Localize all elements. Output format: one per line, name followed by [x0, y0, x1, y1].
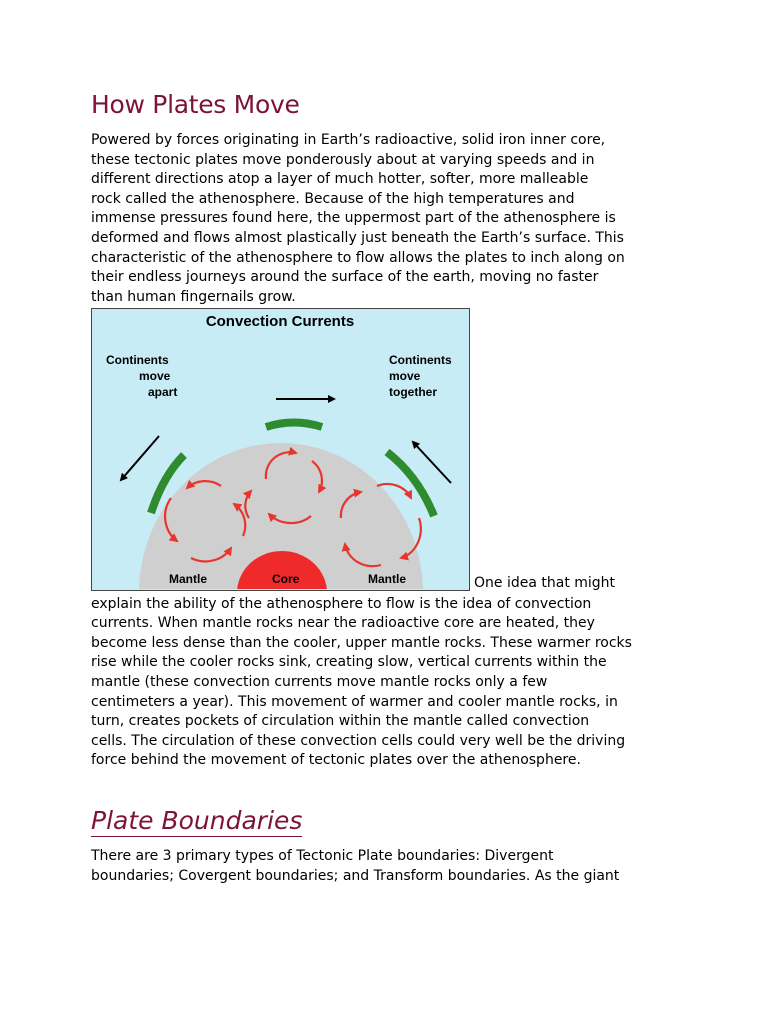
convection-currents-diagram: [91, 308, 470, 591]
text-line: cells. The circulation of these convection cells could very well be the driving: [91, 732, 626, 749]
text-line: their endless journeys around the surface of the earth, moving no faster: [91, 269, 599, 286]
text-line: characteristic of the athenosphere to flow allows the plates to inch along on: [91, 249, 625, 266]
label-continents-together: Continents: [389, 353, 452, 367]
text-line: deformed and flows almost plastically just beneath the Earth’s surface. This: [91, 229, 624, 246]
text-line: rise while the cooler rocks sink, creating slow, vertical currents within the: [91, 654, 607, 671]
label-continents-together: move: [389, 369, 421, 383]
text-line: currents. When mantle rocks near the radioactive core are heated, they: [91, 615, 595, 632]
heading-how-plates-move: How Plates Move: [91, 90, 300, 119]
label-mantle-right: Mantle: [368, 572, 407, 586]
text-line: centimeters a year). This movement of warmer and cooler mantle rocks, in: [91, 693, 618, 710]
diagram-title: Convection Currents: [205, 313, 355, 330]
text-line: turn, creates pockets of circulation within the mantle called convection: [91, 713, 590, 730]
heading-plate-boundaries: Plate Boundaries: [91, 806, 303, 835]
text-line: these tectonic plates move ponderously about at varying speeds and in: [91, 151, 595, 168]
text-line: different directions atop a layer of much hotter, softer, more malleable: [91, 171, 589, 188]
plate-top: [266, 423, 322, 428]
text-line: There are 3 primary types of Tectonic Plate boundaries: Divergent: [91, 848, 554, 864]
label-continents-apart: move: [139, 369, 171, 383]
text-line: force behind the movement of tectonic plates over the athenosphere.: [91, 752, 581, 769]
paragraph-plates-intro: [91, 131, 691, 307]
label-continents-apart: apart: [148, 385, 178, 399]
text-line: mantle (these convection currents move mantle rocks only a few: [91, 673, 548, 690]
label-core: Core: [272, 572, 300, 586]
text-line: immense pressures found here, the uppermost part of the athenosphere is: [91, 210, 616, 227]
label-mantle-left: Mantle: [169, 572, 208, 586]
text-line: explain the ability of the athenosphere to flow is the idea of convection: [91, 595, 592, 612]
label-continents-together: together: [389, 385, 437, 399]
label-continents-apart: Continents: [106, 353, 169, 367]
paragraph-boundaries: [91, 847, 691, 886]
text-line: rock called the athenosphere. Because of the high temperatures and: [91, 190, 575, 207]
text-line: boundaries; Covergent boundaries; and Transform boundaries. As the giant: [91, 867, 620, 884]
paragraph-convection: [91, 575, 691, 771]
text-line: become less dense than the cooler, upper mantle rocks. These warmer rocks: [91, 634, 632, 651]
text-line: than human fingernails grow.: [91, 288, 296, 305]
text-line: Powered by forces originating in Earth’s radioactive, solid iron inner core,: [91, 132, 606, 148]
paragraph-convection-start: One idea that might: [474, 575, 616, 591]
